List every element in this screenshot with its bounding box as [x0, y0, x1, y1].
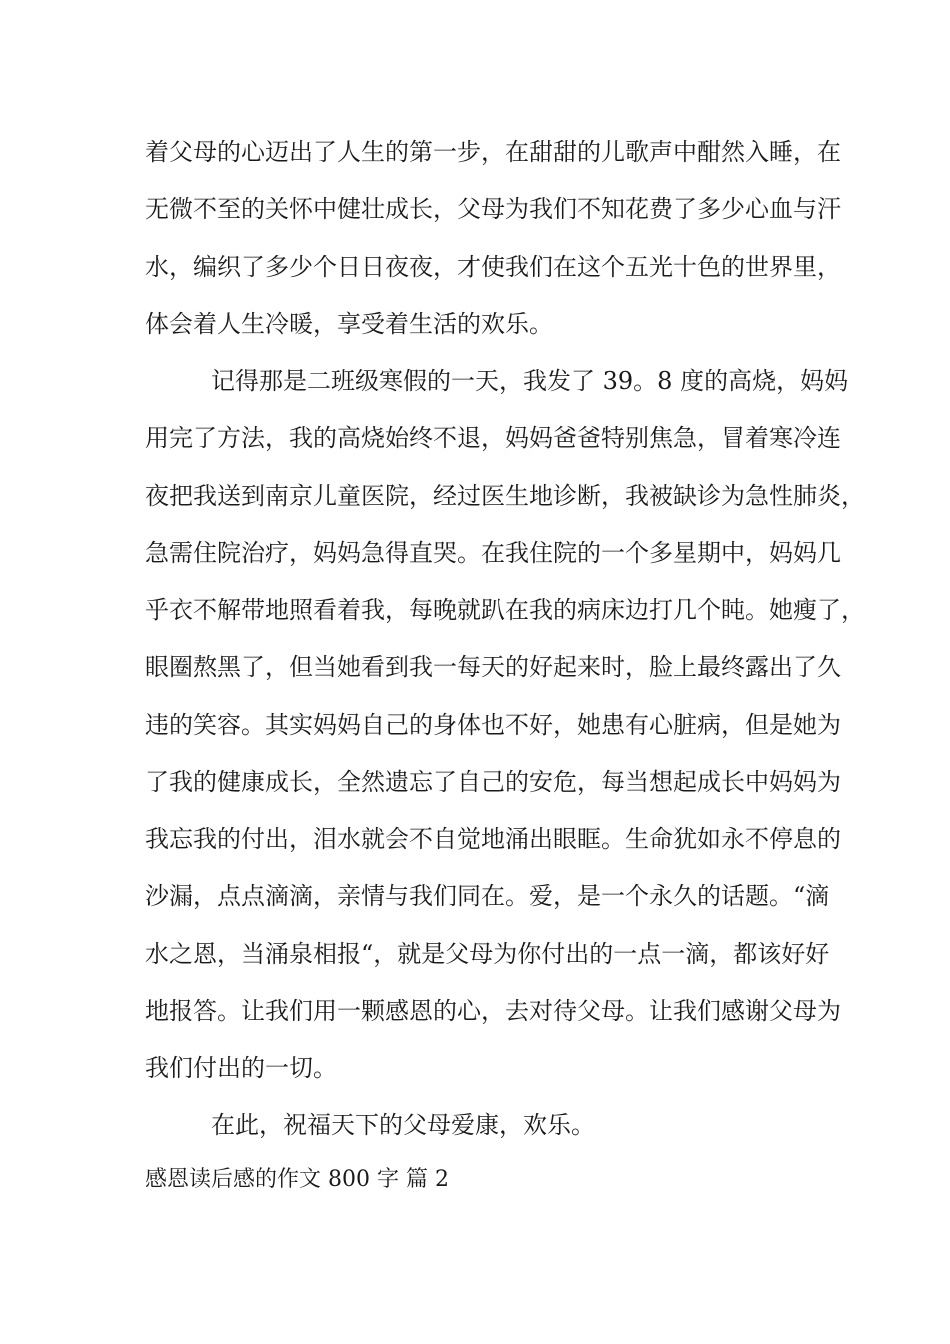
paragraph-2-line-11: 水之恩，当涌泉相报“，就是父母为你付出的一点一滴，都该好好 — [145, 940, 830, 968]
paragraph-2-line-12: 地报答。让我们用一颗感恩的心，去对待父母。让我们感谢父母为 — [145, 997, 841, 1025]
paragraph-3-line-1: 在此，祝福天下的父母爱康，欢乐。 — [211, 1111, 595, 1139]
paragraph-2-line-13: 我们付出的一切。 — [145, 1054, 337, 1082]
paragraph-2-line-8: 了我的健康成长，全然遗忘了自己的安危，每当想起成长中妈妈为 — [145, 768, 841, 796]
paragraph-1-line-1: 着父母的心迈出了人生的第一步，在甜甜的儿歌声中酣然入睡，在 — [145, 138, 841, 166]
paragraph-2-line-2: 用完了方法，我的高烧始终不退，妈妈爸爸特别焦急，冒着寒冷连 — [145, 424, 841, 452]
paragraph-1-line-2: 无微不至的关怀中健壮成长，父母为我们不知花费了多少心血与汗 — [145, 195, 841, 223]
paragraph-2-line-6: 眼圈熬黑了，但当她看到我一每天的好起来时，脸上最终露出了久 — [145, 653, 841, 681]
paragraph-1-line-3: 水，编织了多少个日日夜夜，才使我们在这个五光十色的世界里， — [145, 253, 841, 281]
paragraph-2-line-1: 记得那是二班级寒假的一天，我发了 39。8 度的高烧，妈妈 — [211, 367, 849, 395]
paragraph-1-line-4: 体会着人生冷暖，享受着生活的欢乐。 — [145, 310, 553, 338]
section-heading: 感恩读后感的作文 800 字 篇 2 — [145, 1167, 449, 1192]
paragraph-2-line-9: 我忘我的付出，泪水就会不自觉地涌出眼眶。生命犹如永不停息的 — [145, 825, 841, 853]
paragraph-2-line-3: 夜把我送到南京儿童医院，经过医生地诊断，我被缺诊为急性肺炎， — [145, 482, 865, 510]
paragraph-2-line-5: 乎衣不解带地照看着我，每晚就趴在我的病床边打几个盹。她瘦了， — [145, 596, 865, 624]
paragraph-2-line-10: 沙漏，点点滴滴，亲情与我们同在。爱，是一个永久的话题。“滴 — [145, 882, 830, 910]
paragraph-2-line-4: 急需住院治疗，妈妈急得直哭。在我住院的一个多星期中，妈妈几 — [145, 539, 841, 567]
paragraph-2-line-7: 违的笑容。其实妈妈自己的身体也不好，她患有心脏病，但是她为 — [145, 711, 841, 739]
